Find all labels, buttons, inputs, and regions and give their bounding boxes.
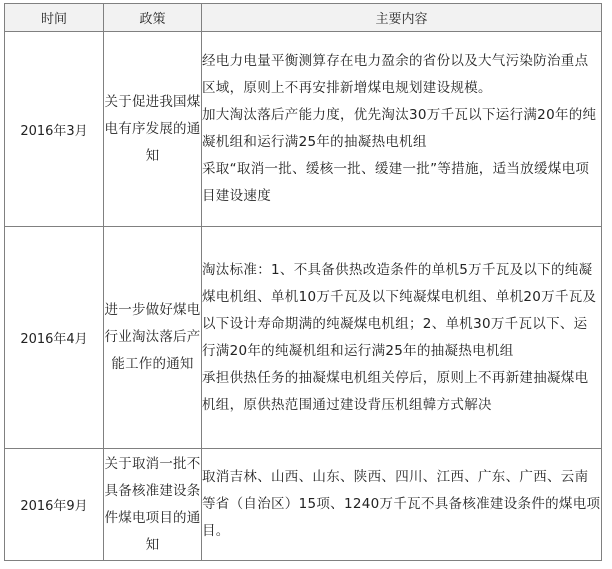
row-policy-name: 关于促进我国煤电有序发展的通知 [104,32,202,227]
policy-table [4,3,602,561]
table-row [5,227,602,449]
content-item: 淘汰标准：1、不具备供热改造条件的单机5万千瓦及以下的纯凝煤电机组、单机10万千瓦及以下纯凝煤电机组、单机20万千瓦及以下设计寿命期满的纯凝煤电机组；2、单机30万千瓦以下、运行满20年的纯凝机组和运行满25年的抽凝热电机组 [202,261,597,359]
row-time: 2016年4月 [5,227,104,449]
row-content [202,227,602,449]
table-row [5,32,602,227]
table-row [5,449,602,561]
row-policy-name: 关于取消一批不具备核准建设条件煤电项目的通知 [104,449,202,561]
header-time: 时间 [5,4,104,32]
row-time: 2016年9月 [5,449,104,561]
content-item: 采取“取消一批、缓核一批、缓建一批”等措施，适当放缓煤电项目建设速度 [202,161,590,204]
row-policy-name: 进一步做好煤电行业淘汰落后产能工作的通知 [104,227,202,449]
row-content [202,449,602,561]
table-header-row [5,4,602,32]
row-time: 2016年3月 [5,32,104,227]
content-item: 承担供热任务的抽凝煤电机组关停后，原则上不再新建抽凝煤电机组，原供热范围通过建设背压机组韓方式解决 [202,369,589,413]
content-item: 取消吉林、山西、山东、陕西、四川、江西、广东、广西、云南等省（自治区）15项、1240万千瓦不具备核准建设条件的煤电项目。 [202,469,601,539]
row-content [202,32,602,227]
header-content: 主要内容 [202,4,602,32]
content-item: 经电力电量平衡测算存在电力盈余的省份以及大气污染防治重点区域，原则上不再安排新增煤电规划建设规模。 [202,53,589,96]
header-policy: 政策 [104,4,202,32]
content-item: 加大淘汰落后产能力度，优先淘汰30万千瓦以下运行满20年的纯凝机组和运行满25年的抽凝热电机组 [202,107,597,150]
